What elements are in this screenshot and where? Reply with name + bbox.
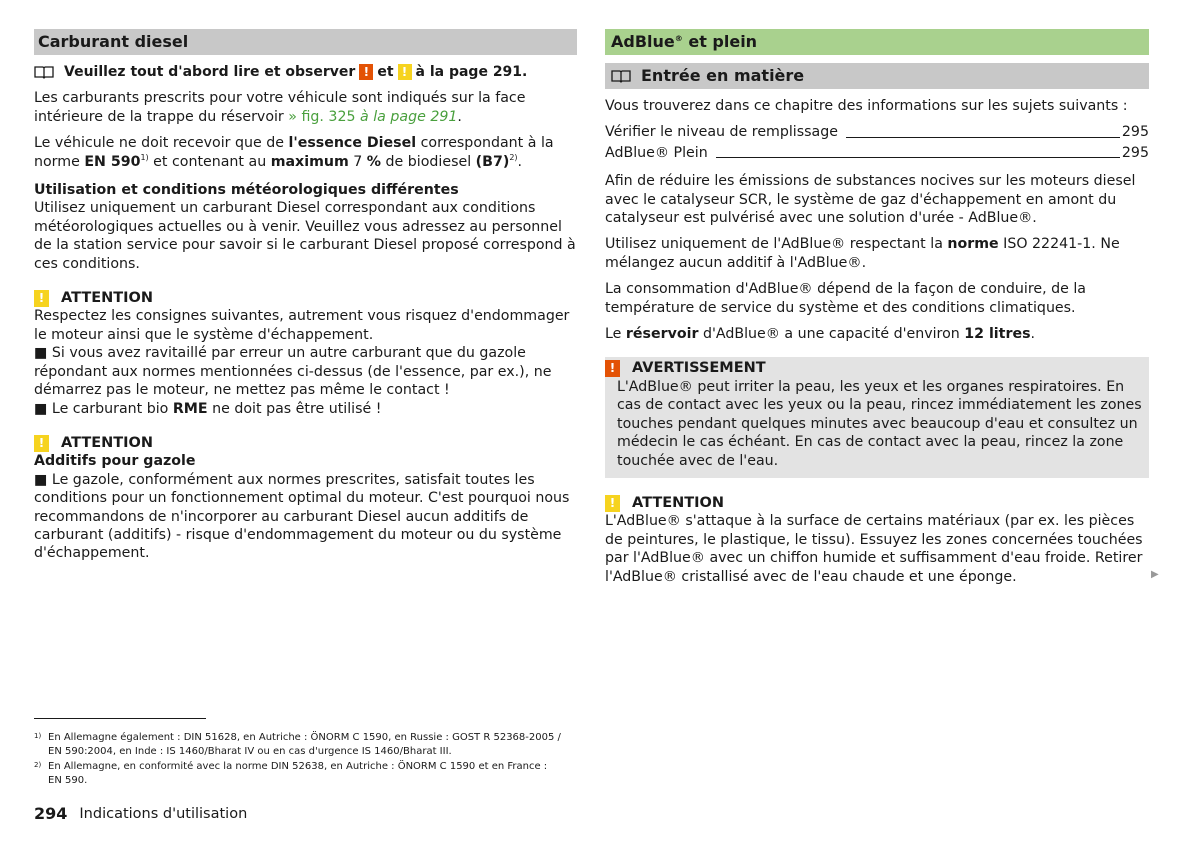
figure-link[interactable]: » fig. 325 xyxy=(288,108,356,125)
paragraph-consumption: La consommation d'AdBlue® dépend de la façon de conduire, de la température de service du système et des conditions climatiques. xyxy=(605,281,1086,316)
paragraph-fuel-location: Les carburants prescrits pour votre véhicule sont indiqués sur la face intérieure de la trappe du réservoir » fig. 325 à la page 291. xyxy=(34,90,526,125)
attention-text-adblue: L'AdBlue® s'attaque à la surface de certains matériaux (par ex. les pièces de peintures, le plastique, le tissu). Essuyez les zones concernées touchées par l'AdBlue® avec un chiffon humide et suffisamment d'eau froide. Retirer l'AdBlue® cristallisé avec de l'eau chaude et une éponge. xyxy=(605,513,1143,585)
section-title-diesel: Carburant diesel xyxy=(34,29,577,55)
warning-box xyxy=(605,357,1149,477)
page-footer xyxy=(34,805,247,823)
attention-heading-1: ! ATTENTION xyxy=(34,289,577,307)
paragraph-scr: Afin de réduire les émissions de substances nocives sur les moteurs diesel avec le catalyseur SCR, le système de gaz d'échappement en amont du catalyseur est pulvérisé avec une solution d'urée - AdBlue®. xyxy=(605,173,1136,227)
book-icon xyxy=(611,69,631,83)
footnote-divider xyxy=(34,718,206,719)
warning-text: L'AdBlue® peut irriter la peau, les yeux et les organes respiratoires. En cas de contact avec les yeux ou la peau, rincez immédiatement les zones touches pendant quelques minutes avec beaucoup d'eau et consultez un médecin le cas échéant. En cas de contact avec la peau, rincez la zone touchée avec de l'eau. xyxy=(617,378,1142,469)
caution-icon: ! xyxy=(34,290,49,307)
subsection-title-weather: Utilisation et conditions météorologiques différentes xyxy=(34,182,459,199)
caution-icon: ! xyxy=(34,435,49,452)
attention-bullet-2: ■ Le carburant bio RME ne doit pas être utilisé ! xyxy=(34,400,382,417)
intro-text: Vous trouverez dans ce chapitre des informations sur les sujets suivants : xyxy=(605,98,1128,114)
section-title-adblue: AdBlue® et plein xyxy=(605,29,1149,55)
toc-item-2[interactable]: AdBlue® Plein 295 xyxy=(605,144,1149,161)
paragraph-diesel-norm: Le véhicule ne doit recevoir que de l'essence Diesel correspondant à la norme EN 590$^{1)}$ et contenant au maximum 7 % de biodiesel $(B7)^{2)}$. xyxy=(34,135,554,170)
warning-icon: ! xyxy=(605,360,620,377)
section-name: Indications d'utilisation xyxy=(79,806,248,822)
paragraph-capacity: Le réservoir d'AdBlue® a une capacité d'environ 12 litres. xyxy=(605,326,1036,343)
footnote-2: 2) En Allemagne, en conformité avec la norme DIN 52638, en Autriche : ÖNORM C 1590 et en France : EN 590. xyxy=(34,761,548,786)
subsection-title-intro: Entrée en matière xyxy=(605,63,1149,89)
next-page-arrow-icon[interactable]: ▶ xyxy=(1151,569,1159,580)
page-number: 294 xyxy=(34,804,68,823)
toc-item-1[interactable]: Vérifier le niveau de remplissage 295 xyxy=(605,124,1149,141)
caution-icon: ! xyxy=(605,495,620,512)
paragraph-weather: Utilisez uniquement un carburant Diesel correspondant aux conditions météorologiques actuelles ou à venir. Veuillez vous adressez au personnel de la station service pour savoir si le carburant Diesel proposé correspond à ces conditions. xyxy=(34,200,576,272)
warning-heading: ! AVERTISSEMENT xyxy=(605,359,1149,377)
right-column xyxy=(605,29,1149,586)
read-first-notice: Veuillez tout d'abord lire et observer ! et ! à la page 291. xyxy=(34,63,577,81)
footnotes xyxy=(34,731,564,789)
paragraph-norm: Utilisez uniquement de l'AdBlue® respectant la norme ISO 22241-1. Ne mélangez aucun additif à l'AdBlue®. xyxy=(605,236,1120,271)
footnote-1: 1) En Allemagne également : DIN 51628, en Autriche : ÖNORM C 1590, en Russie : GOST R 52368-2005 / EN 590:2004, en Inde : IS 1460/Bharat IV ou en cas d'urgence IS 1460/Bharat III. xyxy=(34,732,561,757)
caution-icon: ! xyxy=(398,64,412,80)
attention-text-2: ■ Le gazole, conformément aux normes prescrites, satisfait toutes les conditions pour un fonctionnement optimal du moteur. C'est pourquoi nous recommandons de n'incorporer au carburant Diesel aucun additifs de carburant (additifs) - risque d'endommagement du moteur ou du système d'échappement. xyxy=(34,471,570,562)
attention-text-1: Respectez les consignes suivantes, autrement vous risquez d'endommager le moteur ainsi que le système d'échappement. xyxy=(34,308,570,343)
warning-icon: ! xyxy=(359,64,373,80)
attention-title-additives: Additifs pour gazole xyxy=(34,453,196,470)
attention-bullet-1: ■ Si vous avez ravitaillé par erreur un autre carburant que du gazole répondant aux normes mentionnées ci-dessus (de l'essence, par ex.), ne démarrez pas le moteur, ne mettez pas même le contact ! xyxy=(34,345,552,399)
footnote-ref-1[interactable]: 1) xyxy=(140,152,149,162)
book-icon xyxy=(34,65,54,79)
topic-list xyxy=(605,123,1149,162)
attention-heading-adblue: ! ATTENTION xyxy=(605,494,1149,512)
left-column xyxy=(34,29,577,563)
attention-heading-2: ! ATTENTION xyxy=(34,434,577,452)
footnote-ref-2[interactable]: 2) xyxy=(509,152,518,162)
